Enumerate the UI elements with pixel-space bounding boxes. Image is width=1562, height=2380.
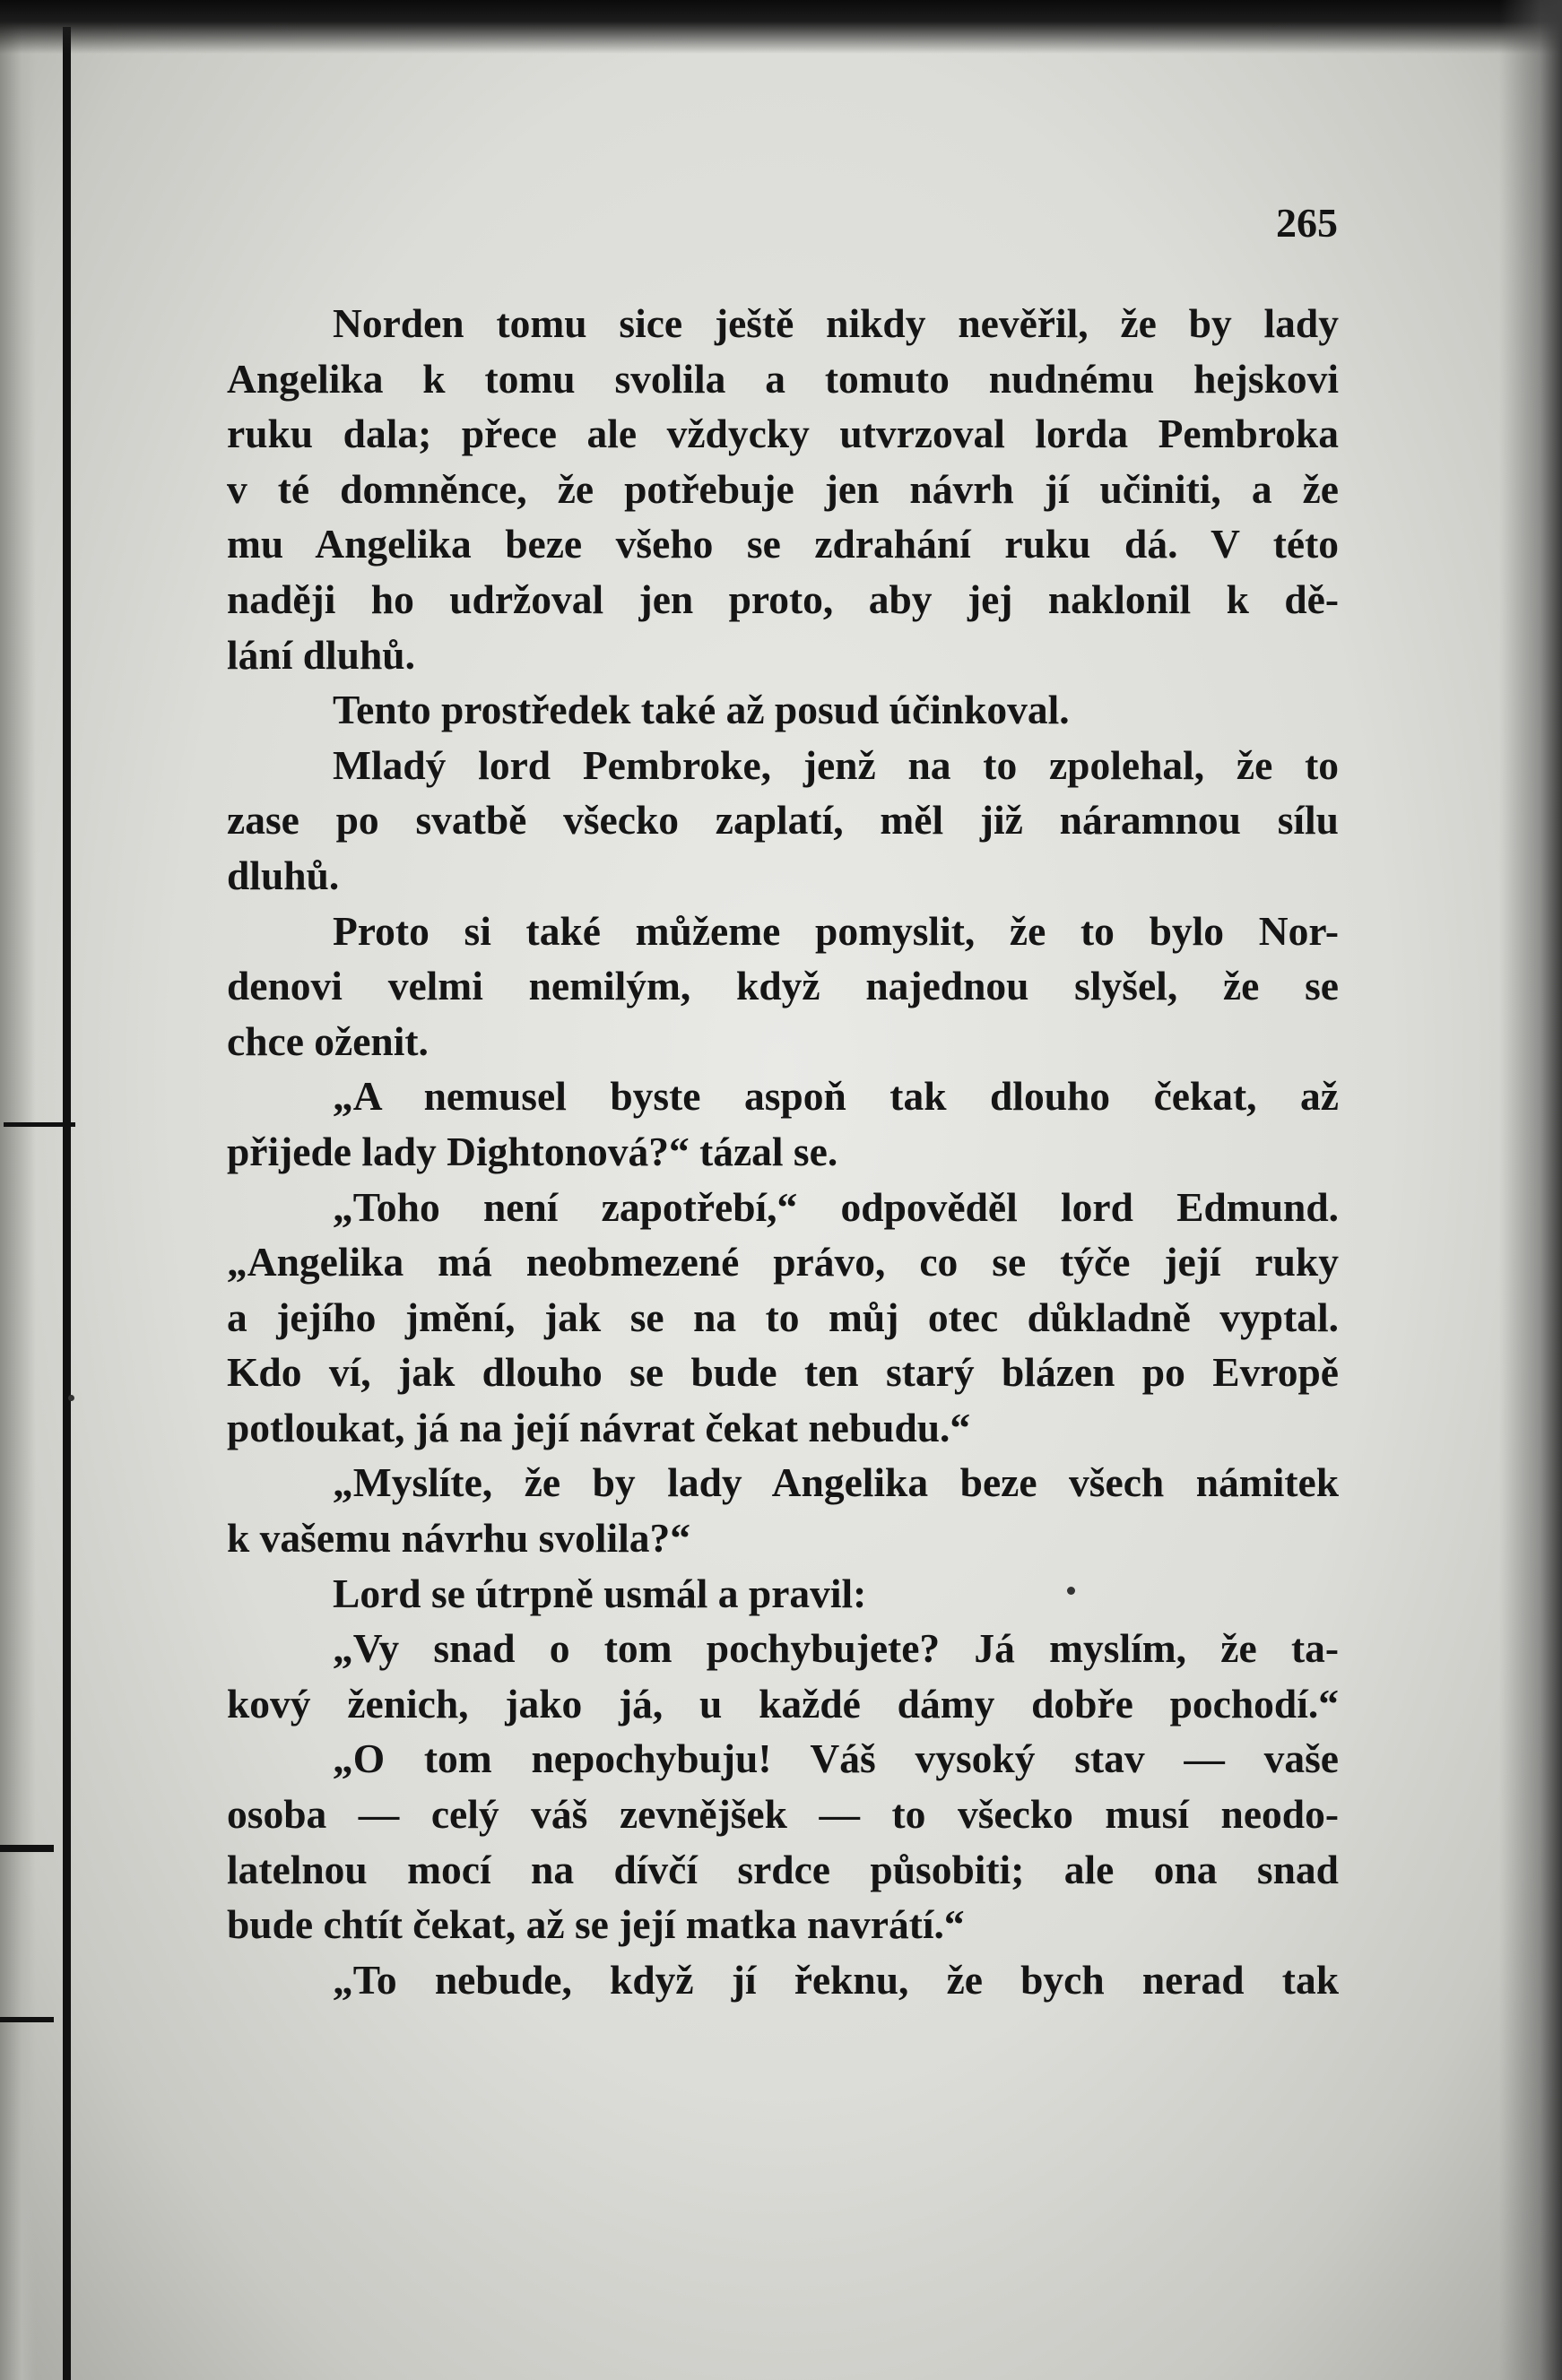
binding-gutter-line (63, 27, 71, 2380)
text-line: mu Angelika beze všeho se zdrahání ruku dá. V této (227, 521, 1339, 567)
text-line: kový ženich, jako já, u každé dámy dobře pochodí.“ (227, 1680, 1339, 1727)
ink-speck (68, 1395, 74, 1401)
text-line: zase po svatbě všecko zaplatí, měl již náramnou sílu (227, 797, 1339, 844)
body-text (227, 296, 1339, 2007)
text-line: dluhů. (227, 852, 340, 898)
text-line: denovi velmi nemilým, když najednou slyšel, že se (227, 963, 1339, 1009)
right-scan-shadow (1499, 0, 1562, 2380)
page-left-edge (0, 0, 36, 2380)
text-line: Lord se útrpně usmál a pravil: (333, 1570, 867, 1616)
text-line: Proto si také můžeme pomyslit, že to bylo Nor- (333, 907, 1339, 954)
text-line: Mladý lord Pembroke, jenž na to zpolehal, že to (333, 741, 1339, 788)
text-line: a jejího jmění, jak se na to můj otec důkladně vyptal. (227, 1294, 1339, 1340)
text-line: „Angelika má neobmezené právo, co se týče její ruky (227, 1239, 1339, 1285)
text-line: k vašemu návrhu svolila?“ (227, 1515, 691, 1562)
top-scan-shadow (0, 0, 1562, 54)
text-line: Kdo ví, jak dlouho se bude ten starý blázen po Evropě (227, 1349, 1339, 1396)
text-line: potloukat, já na její návrat čekat nebudu.“ (227, 1404, 971, 1450)
text-line: ruku dala; přece ale vždycky utvrzoval lorda Pembroka (227, 411, 1339, 457)
text-line: „To nebude, když jí řeknu, že bych nerad tak (333, 1956, 1339, 2003)
page-number: 265 (1276, 200, 1338, 246)
text-line: osoba — celý váš zevnějšek — to všecko musí neodo- (227, 1791, 1339, 1838)
text-line: chce oženit. (227, 1017, 429, 1064)
text-line: Tento prostředek také až posud účinkoval. (333, 687, 1070, 733)
text-line: „A nemusel byste aspoň tak dlouho čekat, až (333, 1073, 1339, 1120)
text-line: lání dluhů. (227, 631, 415, 678)
text-line: „Vy snad o tom pochybujete? Já myslím, že ta- (333, 1625, 1339, 1672)
text-line: „Myslíte, že by lady Angelika beze všech námitek (333, 1459, 1339, 1506)
binding-mark (0, 1845, 54, 1852)
text-line: latelnou mocí na dívčí srdce působiti; ale ona snad (227, 1846, 1339, 1892)
binding-mark (4, 1122, 75, 1127)
text-line: Angelika k tomu svolila a tomuto nudnému hejskovi (227, 355, 1339, 402)
text-line: v té domněnce, že potřebuje jen návrh jí učiniti, a že (227, 465, 1339, 512)
binding-mark (0, 2017, 54, 2022)
text-line: Norden tomu sice ještě nikdy nevěřil, že by lady (333, 300, 1339, 346)
text-line: „O tom nepochybuju! Váš vysoký stav — vaše (333, 1735, 1339, 1782)
text-line: „Toho není zapotřebí,“ odpověděl lord Edmund. (333, 1183, 1339, 1230)
text-line: bude chtít čekat, až se její matka navrátí.“ (227, 1901, 965, 1948)
text-line: přijede lady Dightonová?“ tázal se. (227, 1128, 838, 1174)
text-line: naději ho udržoval jen proto, aby jej naklonil k dě- (227, 576, 1339, 622)
